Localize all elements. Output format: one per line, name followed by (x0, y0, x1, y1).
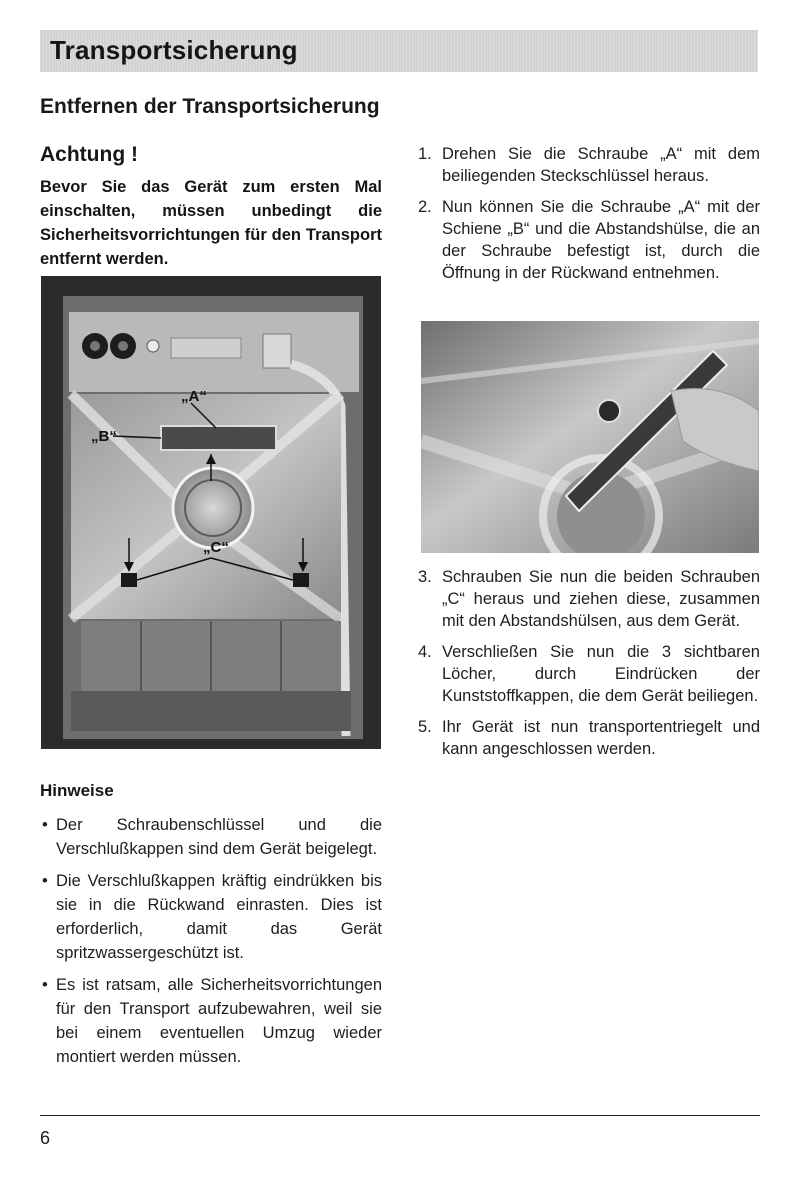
step-text: Nun können Sie die Schraube „A“ mit der Schiene „B“ und die Abstandshülse, die an der Schraube befestigt ist, durch die Öffnung in der Rückwand entnehmen. (442, 198, 760, 282)
step-text: Drehen Sie die Schraube „A“ mit dem beiliegenden Steckschlüssel heraus. (442, 145, 760, 185)
note-item (40, 973, 382, 1069)
bullet-icon: • (42, 816, 48, 834)
bullet-icon: • (42, 872, 48, 890)
step-text: Schrauben Sie nun die beiden Schrauben „C“ heraus und ziehen diese, zusammen mit den Abstandshülsen, aus dem Gerät. (442, 568, 760, 630)
step-number: 2. (418, 198, 432, 216)
step-number: 1. (418, 145, 432, 163)
page-title: Transportsicherung (50, 35, 298, 65)
attention-title: Achtung ! (40, 143, 138, 166)
step-item (418, 196, 760, 284)
step-item (418, 716, 760, 760)
callout-label-b: „B“ (91, 428, 117, 445)
note-text: Der Schraubenschlüssel und die Verschlußkappen sind dem Gerät beigelegt. (56, 816, 382, 858)
step-number: 5. (418, 718, 432, 736)
section-title: Entfernen der Transportsicherung (40, 95, 380, 118)
step-item (418, 641, 760, 707)
steps-list-top (418, 143, 760, 293)
step-text: Ihr Gerät ist nun transportentriegelt und kann angeschlossen werden. (442, 718, 760, 758)
screw-removal-photo (421, 321, 759, 553)
note-text: Die Verschlußkappen kräftig eindrükken bis sie in die Rückwand einrasten. Dies ist erforderlich, damit das Gerät spritzwassergeschützt ist. (56, 872, 382, 962)
attention-block (40, 143, 382, 271)
page-header-bar (40, 30, 758, 72)
footer-divider (40, 1115, 760, 1116)
step-number: 3. (418, 568, 432, 586)
step-item (418, 143, 760, 187)
notes-section (40, 781, 382, 1077)
washer-back-photo (41, 276, 381, 749)
bullet-icon: • (42, 976, 48, 994)
callout-label-c: „C“ (203, 539, 229, 556)
note-item (40, 869, 382, 965)
step-number: 4. (418, 643, 432, 661)
step-text: Verschließen Sie nun die 3 sichtbaren Löcher, durch Eindrücken der Kunststoffkappen, die dem Gerät beiliegen. (442, 643, 760, 705)
notes-title: Hinweise (40, 781, 114, 800)
attention-text: Bevor Sie das Gerät zum ersten Mal einschalten, müssen unbedingt die Sicherheitsvorrichtungen für den Transport entfernt werden. (40, 178, 382, 268)
page-number: 6 (40, 1128, 51, 1148)
step-item (418, 566, 760, 632)
note-text: Es ist ratsam, alle Sicherheitsvorrichtungen für den Transport aufzubewahren, weil sie bei einem eventuellen Umzug wieder montiert werden müssen. (56, 976, 382, 1066)
steps-list-bottom (418, 566, 760, 769)
notes-list (40, 813, 382, 1069)
callout-label-a: „A“ (181, 388, 207, 405)
note-item (40, 813, 382, 861)
